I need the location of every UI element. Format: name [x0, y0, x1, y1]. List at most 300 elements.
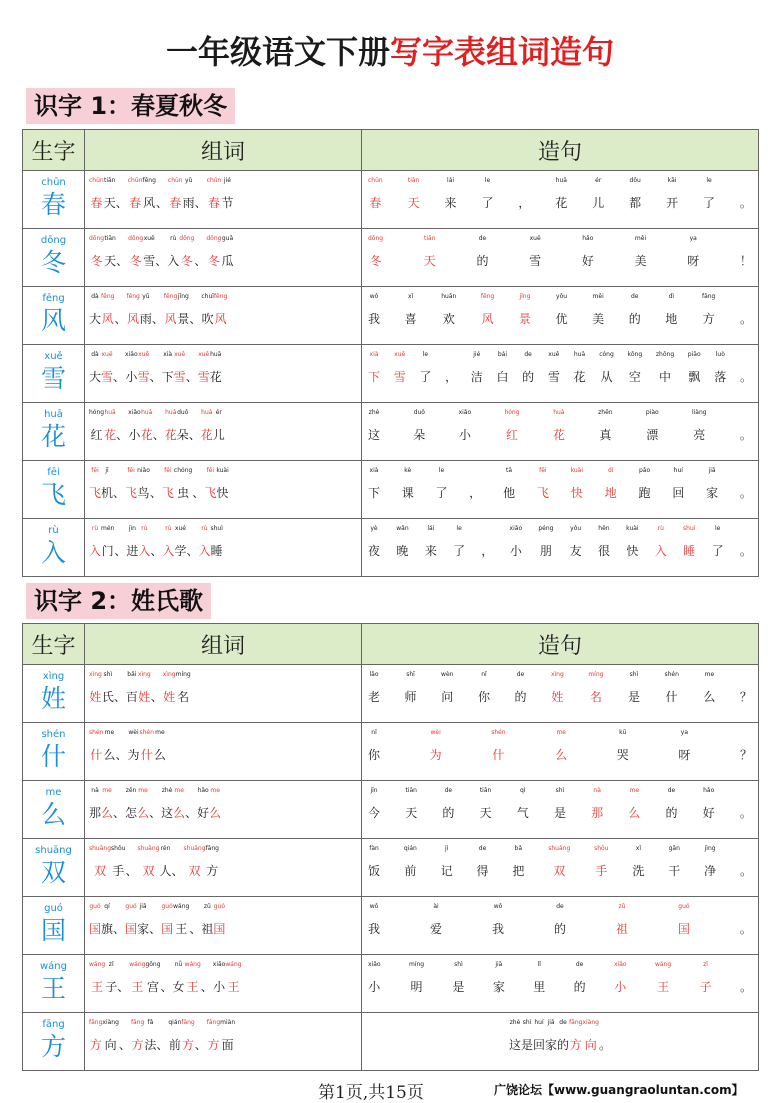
pinyin-character: [639, 465, 651, 509]
pinyin: fēi: [206, 467, 215, 474]
pinyin: huā: [553, 409, 565, 416]
hanzi: 、: [113, 486, 126, 500]
pinyin: yǒu: [570, 525, 582, 532]
pinyin: huān: [441, 293, 457, 300]
pinyin-character: [402, 465, 414, 509]
pinyin-character: [521, 1017, 533, 1061]
pinyin-character: [503, 465, 515, 509]
table-row: [23, 1013, 759, 1071]
pinyin: chūn: [206, 177, 222, 184]
character-cell: [23, 345, 85, 403]
pinyin: chóng: [173, 467, 193, 474]
pinyin: fēng: [101, 293, 115, 300]
pinyin-character: [213, 959, 226, 1003]
hanzi: 的: [522, 370, 535, 384]
punctuation: [115, 727, 127, 771]
punctuation: [195, 1017, 207, 1061]
pinyin-character: [368, 785, 380, 829]
pinyin: fēng: [142, 177, 156, 184]
hanzi: 冬: [369, 254, 382, 268]
pinyin: rù: [141, 525, 148, 532]
pinyin-character: [553, 407, 565, 451]
pinyin: me: [104, 729, 115, 736]
pinyin-character: [629, 175, 641, 219]
pinyin: wáng: [89, 961, 106, 968]
punctuation: [740, 901, 752, 945]
pinyin: lái: [427, 525, 435, 532]
hanzi: 冬: [180, 254, 193, 268]
pinyin: fāng: [181, 1019, 195, 1026]
punctuation: [156, 175, 168, 219]
hanzi: 把: [512, 864, 525, 878]
pinyin-character: [101, 523, 114, 567]
pinyin-character: [627, 349, 642, 393]
hanzi: 、: [171, 864, 184, 878]
hanzi: 记: [440, 864, 453, 878]
character-hanzi: 入: [40, 538, 66, 567]
pinyin-character: [201, 407, 213, 451]
pinyin: me: [174, 787, 184, 794]
pinyin-character: [678, 901, 690, 945]
hanzi: 中: [659, 370, 672, 384]
hanzi: 、: [149, 806, 162, 820]
character-cell: [23, 171, 85, 229]
pinyin-character: [162, 465, 174, 509]
character-pinyin: huā: [44, 409, 63, 420]
pinyin: fēi: [91, 467, 99, 474]
hanzi: 天: [103, 196, 116, 210]
hanzi: 、: [185, 806, 198, 820]
hanzi: 朵: [413, 428, 426, 442]
pinyin-character: [582, 233, 594, 277]
punctuation: [113, 465, 125, 509]
punctuation: [150, 465, 162, 509]
hanzi: 。: [739, 196, 752, 210]
pinyin-character: [181, 1017, 194, 1061]
hanzi: 王: [186, 980, 199, 994]
pinyin: piào: [645, 409, 659, 416]
hanzi: 课: [401, 486, 414, 500]
pinyin-character: [101, 465, 113, 509]
pinyin-character: [128, 233, 143, 277]
punctuation: [116, 175, 128, 219]
punctuation: [740, 843, 752, 887]
hanzi: 爱: [429, 922, 442, 936]
punctuation: [740, 785, 752, 829]
hanzi: 方: [182, 1038, 195, 1052]
hanzi: 我: [491, 922, 504, 936]
pinyin: shǒu: [594, 845, 609, 852]
pinyin: kū: [619, 729, 627, 736]
pinyin: de: [556, 903, 564, 910]
pinyin-character: [493, 959, 505, 1003]
hanzi: 。: [739, 312, 752, 326]
hanzi: 、: [113, 806, 126, 820]
pinyin-character: [220, 1017, 235, 1061]
pinyin-character: [396, 523, 408, 567]
pinyin-character: [628, 785, 640, 829]
pinyin: de: [524, 351, 532, 358]
pinyin: dōng: [179, 235, 195, 242]
hanzi: 地: [604, 486, 617, 500]
character-hanzi: 姓: [40, 684, 66, 713]
pinyin: me: [210, 787, 220, 794]
pinyin-character: [125, 349, 138, 393]
pinyin: zhēn: [598, 409, 613, 416]
pinyin-character: [430, 901, 442, 945]
pinyin: shì: [103, 671, 113, 678]
pinyin-character: [405, 669, 417, 713]
section-heading-2: 识字 2：姓氏歌: [26, 583, 211, 619]
pinyin: jìng: [704, 845, 716, 852]
pinyin: shén: [139, 729, 154, 736]
pinyin-character: [140, 291, 152, 335]
punctuation: [189, 901, 201, 945]
pinyin-character: [368, 727, 380, 771]
hanzi: 、: [200, 980, 213, 994]
pinyin: ya: [680, 729, 689, 736]
pinyin: miàn: [220, 1019, 236, 1026]
pinyin-character: [104, 233, 116, 277]
hanzi: 入: [198, 544, 211, 558]
pinyin: tiān: [479, 787, 492, 794]
pinyin: qì: [520, 787, 526, 794]
sentence: [362, 723, 758, 771]
hanzi: 大: [89, 370, 102, 384]
hanzi: 面: [221, 1038, 234, 1052]
character-hanzi: 双: [40, 858, 66, 887]
hanzi: 家: [492, 980, 505, 994]
hanzi: 、: [152, 428, 165, 442]
punctuation: [518, 175, 530, 219]
pinyin: guó: [678, 903, 690, 910]
pinyin: jī: [105, 467, 109, 474]
pinyin-character: [555, 175, 567, 219]
pinyin-character: [185, 959, 201, 1003]
hanzi: 雨: [182, 196, 195, 210]
pinyin-character: [551, 669, 564, 713]
hanzi: 吹: [201, 312, 214, 326]
pinyin: xiǎo: [509, 525, 523, 532]
hanzi: 冬: [207, 254, 220, 268]
pinyin-character: [419, 349, 431, 393]
pinyin-character: [533, 959, 545, 1003]
pinyin-character: [510, 523, 523, 567]
pinyin-character: [594, 843, 608, 887]
hanzi: 天: [104, 254, 117, 268]
hanzi: 百: [125, 690, 138, 704]
sentence-cell: [362, 229, 759, 287]
pinyin-character: [368, 233, 383, 277]
pinyin-character: [700, 959, 712, 1003]
pinyin-character: [105, 959, 117, 1003]
pinyin-character: [477, 843, 489, 887]
punctuation: [114, 291, 126, 335]
pinyin: huā: [104, 409, 116, 416]
pinyin-character: [125, 901, 137, 945]
pinyin: bái: [497, 351, 508, 358]
hanzi: 门: [101, 544, 114, 558]
hanzi: 名: [177, 690, 190, 704]
hanzi: 优: [555, 312, 568, 326]
pinyin: xìng: [137, 671, 151, 678]
hanzi: 天: [407, 196, 420, 210]
hanzi: 来: [444, 196, 457, 210]
hanzi: 入: [89, 544, 102, 558]
hanzi: 这: [508, 1038, 521, 1052]
pinyin: xìng: [550, 671, 564, 678]
hanzi: 天: [405, 806, 418, 820]
pinyin-character: [441, 843, 453, 887]
punctuation: [740, 291, 752, 335]
pinyin-character: [101, 349, 113, 393]
pinyin-character: [425, 523, 437, 567]
pinyin-character: [89, 233, 104, 277]
pinyin-character: [89, 1017, 102, 1061]
sentence-cell: [362, 1013, 759, 1071]
pinyin-character: [368, 465, 380, 509]
pinyin: huā: [165, 409, 177, 416]
hanzi: 宫: [146, 980, 159, 994]
pinyin-character: [89, 727, 103, 771]
pinyin-character: [210, 523, 222, 567]
table-row: [23, 345, 759, 403]
punctuation: [116, 407, 128, 451]
hanzi: 雪: [529, 254, 542, 268]
punctuation: [740, 349, 752, 393]
hanzi: 好: [197, 806, 210, 820]
pinyin: piāo: [687, 351, 701, 358]
pinyin-character: [163, 669, 176, 713]
pinyin-character: [512, 843, 524, 887]
hanzi: ？: [739, 748, 752, 762]
hanzi: 小: [128, 428, 141, 442]
hanzi: 了: [711, 544, 724, 558]
pinyin-character: [574, 349, 586, 393]
pinyin-character: [102, 669, 114, 713]
pinyin-character: [126, 523, 138, 567]
sentence-cell: [362, 665, 759, 723]
pinyin: le: [484, 177, 491, 184]
hanzi: 风: [214, 312, 227, 326]
pinyin: zǔ: [618, 903, 626, 910]
hanzi: 王: [227, 980, 240, 994]
pinyin: wǎn: [396, 525, 409, 532]
pinyin: rén: [160, 845, 171, 852]
pinyin: zhè: [368, 409, 380, 416]
hanzi: 落: [714, 370, 727, 384]
pinyin: fēi: [539, 467, 547, 474]
hanzi: 姓: [551, 690, 564, 704]
pinyin-character: [436, 465, 448, 509]
words-cell: [85, 723, 362, 781]
punctuation: [152, 291, 164, 335]
punctuation: [201, 959, 213, 1003]
hanzi: ！: [739, 254, 752, 268]
hanzi: 。: [598, 1038, 611, 1052]
hanzi: 、: [114, 312, 127, 326]
hanzi: 快: [216, 486, 229, 500]
pinyin-character: [665, 291, 677, 335]
pinyin: zǔ: [203, 903, 211, 910]
hanzi: 双: [553, 864, 566, 878]
hanzi: 睡: [683, 544, 696, 558]
pinyin: xiàng: [102, 1019, 119, 1026]
pinyin: kōng: [627, 351, 643, 358]
pinyin-character: [174, 349, 186, 393]
pinyin-character: [161, 901, 173, 945]
pinyin: le: [422, 351, 429, 358]
hanzi: 那: [89, 806, 102, 820]
pinyin: dà: [91, 351, 99, 358]
word-list: [89, 229, 361, 277]
words-cell: [85, 229, 362, 287]
header-words: 组词: [85, 130, 362, 171]
pinyin-character: [598, 407, 612, 451]
hanzi: 方: [131, 1038, 144, 1052]
hanzi: 亮: [693, 428, 706, 442]
pinyin: rù: [165, 525, 172, 532]
character-pinyin: chūn: [41, 177, 66, 188]
punctuation: [156, 1017, 168, 1061]
punctuation: [740, 233, 752, 277]
pinyin: rù: [170, 235, 177, 242]
pinyin-character: [137, 465, 150, 509]
hanzi: 小: [213, 980, 226, 994]
pinyin: qí: [104, 903, 110, 910]
pinyin-character: [591, 785, 603, 829]
pinyin-character: [137, 785, 149, 829]
pinyin: xǐ: [635, 845, 641, 852]
pinyin-character: [201, 901, 213, 945]
pinyin-character: [445, 175, 457, 219]
pinyin: xuě: [548, 351, 560, 358]
pinyin: dōng: [128, 235, 144, 242]
pinyin: jīn: [370, 787, 378, 794]
pinyin: xuě: [138, 351, 150, 358]
pinyin-character: [655, 959, 671, 1003]
hanzi: 方: [206, 864, 219, 878]
pinyin: xià: [369, 351, 379, 358]
pinyin: xiǎo: [614, 961, 627, 968]
pinyin: yōu: [556, 293, 568, 300]
punctuation: [740, 523, 752, 567]
hanzi: 么: [209, 806, 222, 820]
hanzi: 的: [514, 690, 527, 704]
hanzi: 的: [628, 312, 641, 326]
pinyin: huā: [555, 177, 567, 184]
sentence: [362, 171, 758, 219]
pinyin: le: [715, 525, 721, 532]
hanzi: 我: [368, 922, 381, 936]
pinyin-character: [368, 669, 380, 713]
word-table-2: [22, 623, 759, 1071]
hanzi: 你: [477, 690, 490, 704]
pinyin: me: [138, 787, 148, 794]
pinyin-character: [201, 291, 214, 335]
pinyin-character: [207, 175, 222, 219]
pinyin-character: [138, 523, 150, 567]
pinyin-character: [548, 349, 560, 393]
hanzi: 天: [479, 806, 492, 820]
word-list: [89, 897, 361, 945]
hanzi: 春: [208, 196, 221, 210]
pinyin-character: [668, 843, 680, 887]
hanzi: 花: [555, 196, 568, 210]
pinyin: fàn: [369, 845, 379, 852]
character-cell: [23, 287, 85, 345]
hanzi: 王: [131, 980, 144, 994]
hanzi: 净: [704, 864, 717, 878]
title-part-2: 写字表组词造句: [390, 33, 615, 71]
pinyin: chūn: [89, 177, 104, 184]
pinyin-character: [89, 175, 104, 219]
hanzi: 春: [169, 196, 182, 210]
pinyin-character: [197, 785, 209, 829]
pinyin-character: [177, 291, 189, 335]
header-sentence: 造句: [362, 130, 759, 171]
pinyin-character: [368, 291, 380, 335]
hanzi: 雪: [143, 254, 156, 268]
hanzi: 了: [435, 486, 448, 500]
pinyin: yǔ: [184, 177, 193, 184]
punctuation: [740, 727, 752, 771]
hanzi: 姓: [89, 690, 102, 704]
pinyin: shuāng: [183, 845, 206, 852]
punctuation: [185, 785, 197, 829]
character-pinyin: dōng: [40, 235, 67, 246]
pinyin: dà: [91, 293, 99, 300]
hanzi: 怎: [125, 806, 138, 820]
character-cell: [23, 461, 85, 519]
pinyin: jié: [473, 351, 481, 358]
pinyin: wǒ: [369, 903, 379, 910]
character-pinyin: guó: [44, 903, 63, 914]
pinyin: ya: [689, 235, 697, 242]
table-row: [23, 461, 759, 519]
hanzi: ，: [518, 196, 531, 210]
pinyin-character: [129, 959, 145, 1003]
pinyin-character: [164, 291, 177, 335]
pinyin-character: [598, 523, 610, 567]
hanzi: 快: [626, 544, 639, 558]
pinyin-character: [537, 465, 549, 509]
hanzi: 雨: [139, 312, 152, 326]
punctuation: [113, 349, 125, 393]
pinyin: shuì: [210, 525, 223, 532]
punctuation: [150, 349, 162, 393]
pinyin-character: [125, 785, 137, 829]
hanzi: 小: [125, 370, 138, 384]
pinyin-character: [476, 233, 488, 277]
hanzi: 天: [423, 254, 436, 268]
pinyin-character: [628, 669, 640, 713]
hanzi: 手: [112, 864, 125, 878]
pinyin-character: [692, 407, 707, 451]
pinyin-character: [616, 901, 628, 945]
hanzi: 风: [164, 312, 177, 326]
pinyin-character: [617, 727, 629, 771]
pinyin-character: [629, 291, 641, 335]
hanzi: 花: [573, 370, 586, 384]
pinyin-character: [142, 175, 155, 219]
hanzi: 么: [555, 748, 568, 762]
pinyin: bǎi: [127, 671, 137, 678]
word-list: [89, 461, 361, 509]
pinyin: le: [706, 177, 712, 184]
table-row: [23, 955, 759, 1013]
hanzi: 节: [221, 196, 234, 210]
